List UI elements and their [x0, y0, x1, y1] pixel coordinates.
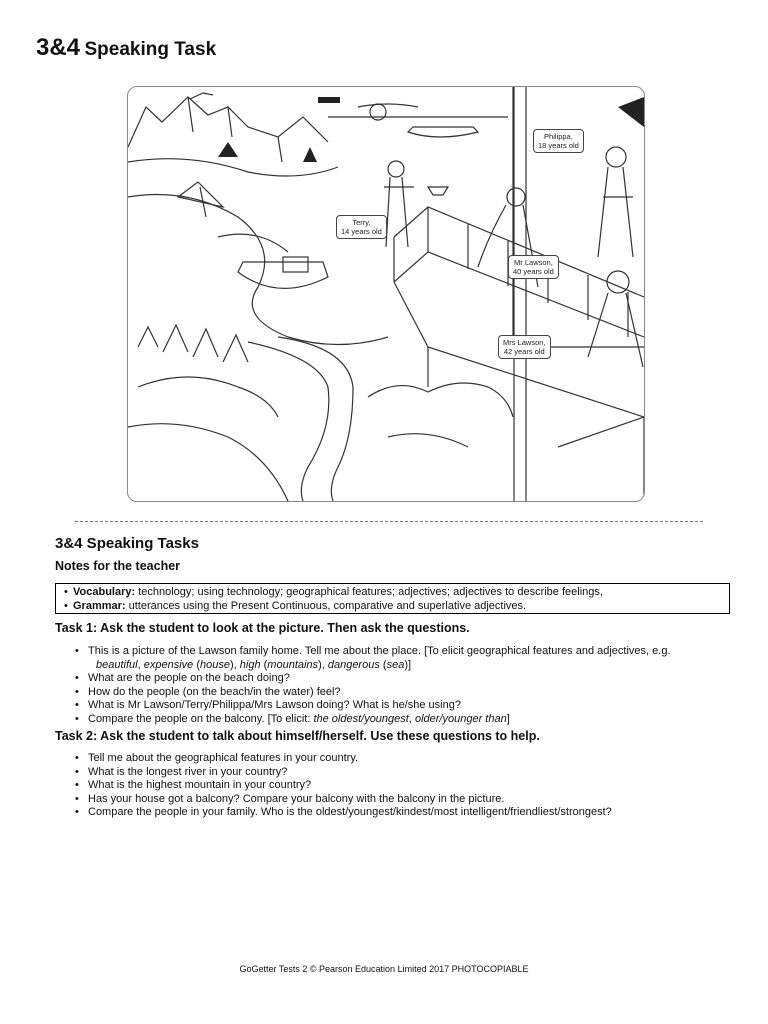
notes-heading: Notes for the teacher [55, 559, 181, 573]
list-item: • Has your house got a balcony? Compare your balcony with the balcony in the picture. [70, 793, 730, 807]
name-tag-age: 40 years old [513, 267, 554, 276]
name-tag-name: Mrs Lawson, [503, 338, 546, 347]
example-word: mountains [267, 658, 319, 671]
example-word: beautiful [96, 658, 138, 671]
name-tag-terry [336, 215, 387, 239]
notes-row-grammar [64, 599, 729, 613]
name-tag-name: Mr Lawson, [514, 258, 553, 267]
question-text: Compare the people on the balcony. [To elicit: [88, 712, 314, 725]
example-separator: ), [318, 658, 328, 671]
page-title-number: 3&4 [36, 34, 81, 61]
list-item [70, 713, 730, 727]
name-tag-age: 42 years old [503, 347, 545, 356]
example-separator: ), [229, 658, 240, 671]
footer-copyright: GoGetter Tests 2 © Pearson Education Limited 2017 PHOTOCOPIABLE [239, 964, 529, 974]
list-item: • What is Mr Lawson/Terry/Philippa/Mrs Lawson doing? What is he/she using? [70, 699, 730, 713]
example-word: older/younger than [414, 712, 507, 725]
name-tag-name: Philippa, [544, 132, 573, 141]
bullet-icon: • [64, 600, 68, 612]
notes-row-vocabulary [64, 585, 729, 599]
task2-heading: Task 2: Ask the student to talk about himself/herself. Use these questions to help. [55, 729, 540, 743]
name-tag-philippa [533, 129, 584, 153]
bullet-icon: • [64, 586, 68, 598]
list-item: • What is the highest mountain in your country? [70, 779, 730, 793]
name-tag-mrs-lawson [498, 335, 551, 359]
page-title-text: Speaking Task [84, 39, 217, 60]
notes-box [55, 583, 730, 614]
list-item: • What is the longest river in your country? [70, 766, 730, 780]
list-item [70, 645, 730, 672]
example-word: dangerous [327, 658, 380, 671]
name-tag-age: 14 years old [341, 227, 382, 236]
list-item: • What are the people on the beach doing? [70, 672, 730, 686]
example-separator: , [137, 658, 144, 671]
family-home-illustration [127, 86, 645, 502]
task1-heading: Task 1: Ask the student to look at the picture. Then ask the questions. [55, 621, 470, 635]
dashed-divider [75, 521, 703, 522]
example-word: house [200, 658, 230, 671]
page-title [36, 34, 216, 62]
notes-text: utterances using the Present Continuous, comparative and superlative adjectives. [125, 600, 527, 612]
example-separator: ] [506, 712, 510, 725]
name-tag-name: Terry, [352, 218, 371, 227]
example-separator: ( [379, 658, 387, 671]
example-word: sea [386, 658, 405, 671]
example-word: high [239, 658, 261, 671]
question-text: This is a picture of the Lawson family home. Tell me about the place. [To elicit geographical features and adjectives, e.g. [88, 645, 671, 657]
name-tag-mr-lawson [508, 255, 559, 279]
notes-label: Grammar: [73, 600, 126, 612]
example-separator: ( [193, 658, 200, 671]
notes-label: Vocabulary: [73, 586, 136, 598]
notes-text: technology; using technology; geographical features; adjectives; adjectives to describe feelings, [135, 586, 603, 598]
list-item: • Tell me about the geographical features in your country. [70, 752, 730, 766]
example-separator: ( [260, 658, 268, 671]
example-word: the oldest/youngest [313, 712, 409, 725]
task2-question-list [70, 752, 730, 820]
name-tag-age: 18 years old [538, 141, 579, 150]
example-separator: , [408, 712, 415, 725]
list-item: • How do the people (on the beach/in the water) feel? [70, 686, 730, 700]
list-item: • Compare the people in your family. Who is the oldest/youngest/kindest/most intelligent/friendliest/strongest? [70, 806, 730, 820]
example-word: expensive [143, 658, 194, 671]
section-heading: 3&4 Speaking Tasks [55, 535, 199, 552]
example-separator: )] [404, 658, 412, 671]
task1-question-list [70, 645, 730, 727]
